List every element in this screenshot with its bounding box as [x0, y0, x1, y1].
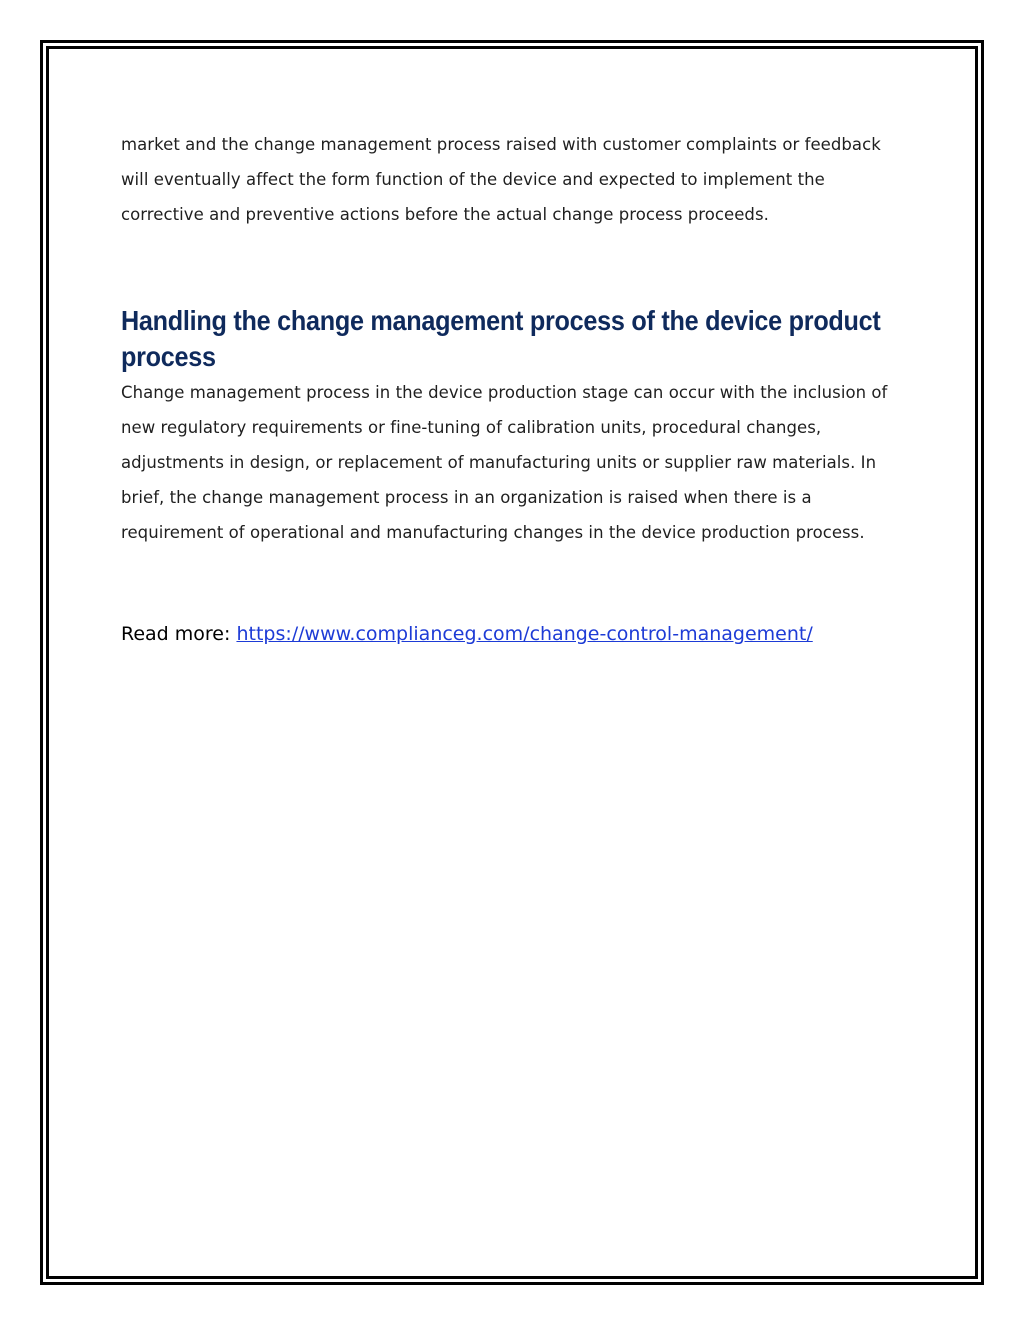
section-heading: Handling the change management process of the device product process — [121, 305, 881, 372]
body-paragraph-section: Change management process in the device production stage can occur with the inclusion of new regulatory requirements or fine-tuning of calibration units, procedural changes, adjustments in design, or replacement of manufacturing units or supplier raw materials. In brief, the change management process in an organization is raised when there is a requirement of operational and manufacturing changes in the device production process. — [121, 383, 888, 542]
document-content — [121, 127, 911, 646]
read-more-line — [121, 622, 911, 646]
read-more-label: Read more: — [121, 623, 231, 645]
body-paragraph-intro: market and the change management process raised with customer complaints or feedback will eventually affect the form function of the device and expected to implement the corrective and preventive actions before the actual change process proceeds. — [121, 135, 881, 224]
read-more-link[interactable]: https://www.complianceg.com/change-control-management/ — [236, 623, 813, 645]
